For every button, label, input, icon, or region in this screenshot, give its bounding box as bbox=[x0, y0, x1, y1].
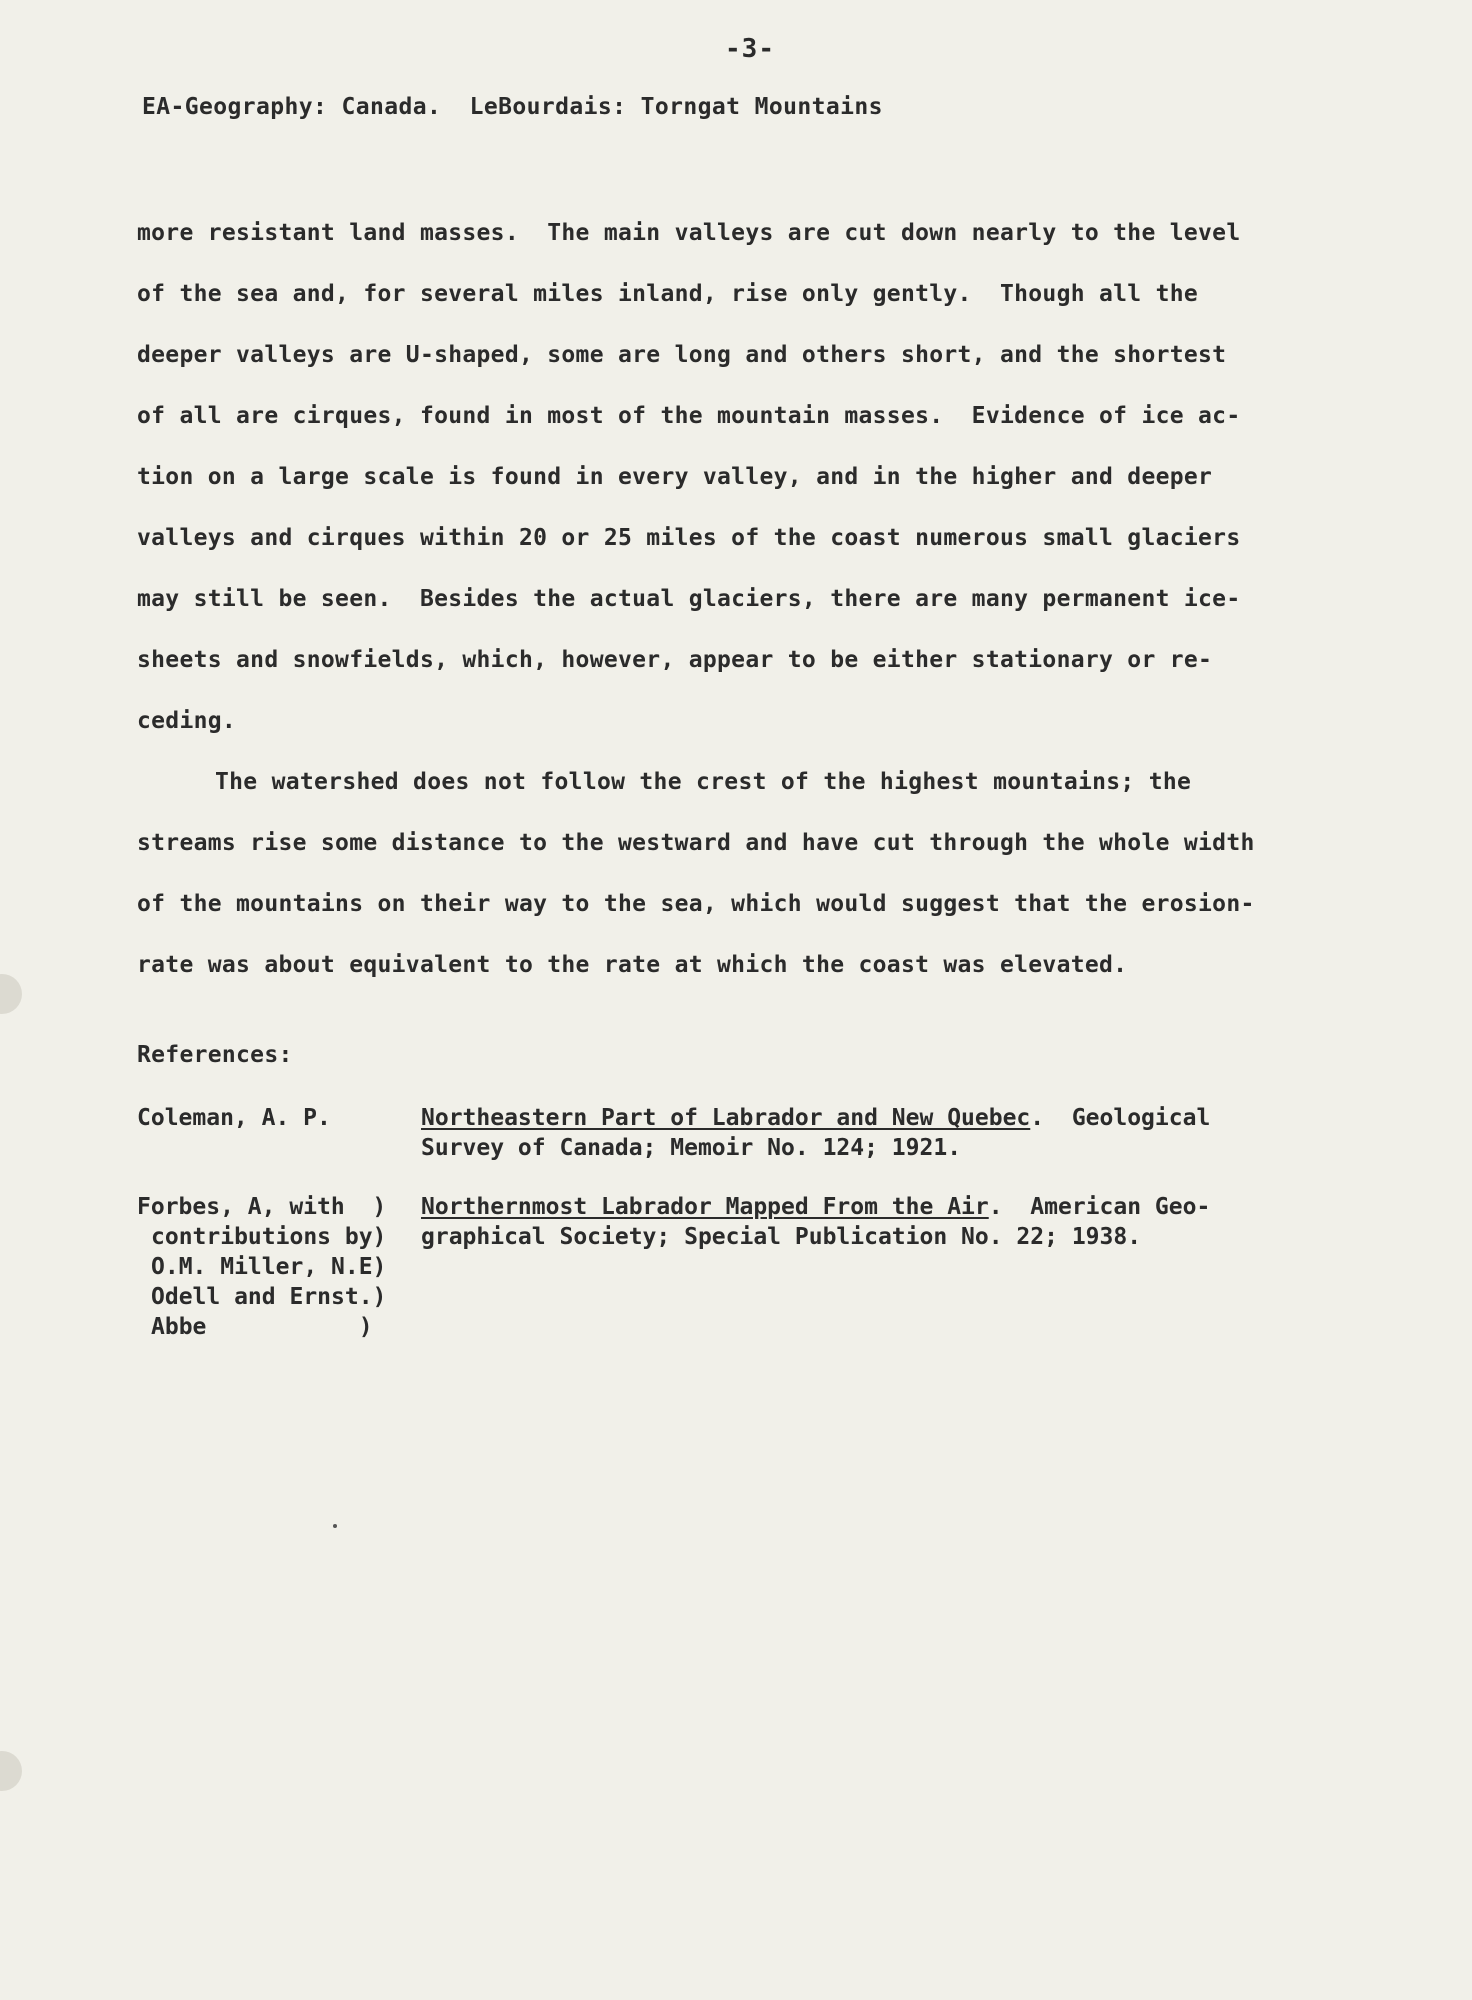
author-line: Abbe ) bbox=[151, 1314, 373, 1340]
reference-author bbox=[137, 1192, 386, 1342]
body-line: valleys and cirques within 20 or 25 miles of the coast numerous small glaciers bbox=[137, 525, 1241, 551]
page-number: -3- bbox=[725, 34, 775, 64]
body-line: of the sea and, for several miles inland, rise only gently. Though all the bbox=[137, 281, 1199, 307]
body-line: more resistant land masses. The main valleys are cut down nearly to the level bbox=[137, 220, 1241, 246]
reference-publisher: . Geological bbox=[1030, 1105, 1211, 1131]
body-line: may still be seen. Besides the actual glaciers, there are many permanent ice- bbox=[137, 586, 1241, 612]
author-line: contributions by) bbox=[151, 1224, 387, 1250]
reference-work bbox=[421, 1103, 1321, 1163]
body-line: rate was about equivalent to the rate at which the coast was elevated. bbox=[137, 952, 1128, 978]
reference-work bbox=[421, 1192, 1321, 1252]
reference-title: Northeastern Part of Labrador and New Quebec bbox=[421, 1105, 1031, 1131]
reference-line bbox=[421, 1192, 1321, 1222]
body-text bbox=[137, 213, 1337, 1006]
punch-hole bbox=[0, 1751, 22, 1791]
references-heading: References: bbox=[137, 1042, 293, 1068]
reference-title: Northernmost Labrador Mapped From the Air bbox=[421, 1194, 989, 1220]
body-line: of the mountains on their way to the sea, which would suggest that the erosion- bbox=[137, 891, 1255, 917]
body-line: sheets and snowfields, which, however, appear to be either stationary or re- bbox=[137, 647, 1213, 673]
body-line: tion on a large scale is found in every valley, and in the higher and deeper bbox=[137, 464, 1213, 490]
running-header: EA-Geography: Canada. LeBourdais: Torngat Mountains bbox=[142, 94, 883, 120]
reference-line bbox=[421, 1103, 1321, 1133]
reference-author bbox=[137, 1103, 331, 1133]
author-line: Odell and Ernst.) bbox=[151, 1284, 387, 1310]
author-line: Coleman, A. P. bbox=[137, 1105, 331, 1131]
reference-publisher: . American Geo- bbox=[988, 1194, 1211, 1220]
author-line: O.M. Miller, N.E) bbox=[151, 1254, 387, 1280]
reference-line: graphical Society; Special Publication No. 22; 1938. bbox=[421, 1224, 1142, 1250]
body-line: of all are cirques, found in most of the mountain masses. Evidence of ice ac- bbox=[137, 403, 1241, 429]
punch-hole bbox=[0, 974, 22, 1014]
reference-line: Survey of Canada; Memoir No. 124; 1921. bbox=[421, 1135, 962, 1161]
body-line: ceding. bbox=[137, 708, 237, 734]
body-line: streams rise some distance to the westward and have cut through the whole width bbox=[137, 830, 1255, 856]
author-line: Forbes, A, with ) bbox=[137, 1194, 387, 1220]
paper-speck bbox=[333, 1524, 337, 1528]
body-line: The watershed does not follow the crest of the highest mountains; the bbox=[215, 769, 1192, 795]
body-line: deeper valleys are U-shaped, some are long and others short, and the shortest bbox=[137, 342, 1227, 368]
